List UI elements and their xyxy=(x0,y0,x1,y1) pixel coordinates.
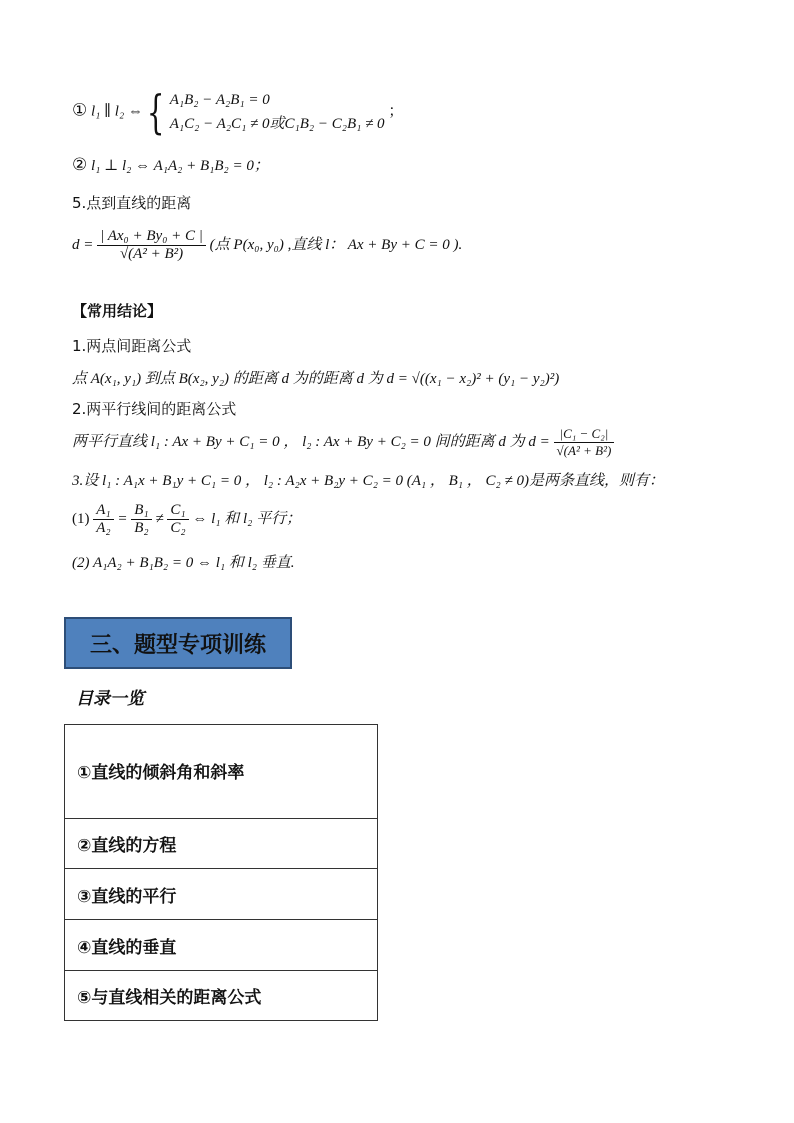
conclusion-2-title: 2.两平行线间的距离公式 xyxy=(72,400,237,418)
fraction-numerator: C₁ xyxy=(167,502,188,520)
toc-table xyxy=(64,724,378,1021)
parallel-end: ； xyxy=(388,103,404,120)
equals-sign: = xyxy=(117,510,128,527)
ratio-b xyxy=(131,502,151,537)
ratio-c xyxy=(167,502,188,537)
conclusion-3-text: 3.设 l₁ : A₁x + B₁y + C₁ = 0 ， l₂ : A₂x + B₂y + C₂ = 0 (A₁ ， B₁ ， C₂ ≠ 0)是两条直线，则有： xyxy=(72,473,664,489)
parallel-lhs: l₁ ∥ l₂ ⇔ xyxy=(91,103,143,120)
formula-lhs: d = xyxy=(72,236,94,253)
conclusion-3-1 xyxy=(72,502,301,537)
item-marker: ① xyxy=(72,100,88,121)
parallel-row-1: A₁B₂ − A₂B₁ = 0 xyxy=(169,92,270,108)
conclusion-2-text: 两平行直线 l₁ : Ax + By + C₁ = 0 ， l₂ : Ax + By + C₂ = 0 间的距离 d 为 d = xyxy=(72,433,550,450)
point-line-formula xyxy=(72,228,462,263)
toc-item[interactable]: ④直线的垂直 xyxy=(65,920,378,971)
fraction-numerator: | Ax₀ + By₀ + C | xyxy=(97,228,206,246)
fraction-numerator: A₁ xyxy=(93,502,113,520)
conclusion-3-2: (2) A₁A₂ + B₁B₂ = 0 ⇔ l₁ 和 l₂ 垂直. xyxy=(72,555,295,571)
fraction-denominator: √(A² + B²) xyxy=(556,443,612,458)
conclusions-heading: 【常用结论】 xyxy=(72,302,163,320)
conclusion-1-title: 1.两点间距离公式 xyxy=(72,337,192,355)
conclusion-1-text: 点 A(x₁, y₁) 到点 B(x₂, y₂) 的距离 d 为的距离 d 为 d = √((x₁ − x₂)² + (y₁ − y₂)²) xyxy=(72,371,560,387)
fraction-denominator: √(A² + B²) xyxy=(119,246,184,262)
perpendicular-text: l₁ ⊥ l₂ ⇔ A₁A₂ + B₁B₂ = 0； xyxy=(91,158,269,174)
section-title: 三、题型专项训练 xyxy=(89,632,266,658)
distance-fraction xyxy=(97,228,206,263)
toc-row[interactable] xyxy=(65,869,378,920)
fraction-numerator: B₁ xyxy=(131,502,151,520)
toc-item[interactable]: ⑤与直线相关的距离公式 xyxy=(65,971,378,1021)
conclusion-3-1-tail: ⇔ l₁ 和 l₂ 平行； xyxy=(192,510,302,527)
formula-tail: (点 P(x₀, y₀) ,直线 l： Ax + By + C = 0 ). xyxy=(209,236,463,253)
toc-item[interactable]: ②直线的方程 xyxy=(65,819,378,869)
not-equal-sign: ≠ xyxy=(155,510,164,527)
parallel-system xyxy=(170,88,385,136)
parallel-row-2: A₁C₂ − A₂C₁ ≠ 0或C₁B₂ − C₂B₁ ≠ 0 xyxy=(169,116,385,132)
left-brace: { xyxy=(146,85,165,139)
fraction-numerator: |C₁ − C₂| xyxy=(554,426,615,443)
perpendicular-condition xyxy=(72,154,269,175)
toc-row[interactable] xyxy=(65,920,378,971)
parallel-condition xyxy=(72,85,404,139)
item-marker: ② xyxy=(72,155,88,175)
ratio-a xyxy=(93,502,113,537)
toc-title: 目录一览 xyxy=(76,689,144,709)
fraction-denominator: C₂ xyxy=(170,520,186,536)
fraction-denominator: A₂ xyxy=(96,520,111,536)
toc-row[interactable] xyxy=(65,971,378,1021)
toc-row[interactable] xyxy=(65,819,378,869)
sub-item-marker: (1) xyxy=(72,510,90,527)
section-header xyxy=(64,617,292,669)
toc-item[interactable]: ①直线的倾斜角和斜率 xyxy=(65,725,378,819)
conclusion-2-formula xyxy=(72,426,614,459)
fraction-denominator: B₂ xyxy=(134,520,149,536)
parallel-distance-fraction xyxy=(554,426,615,459)
point-line-heading: 5.点到直线的距离 xyxy=(72,194,192,212)
toc-row[interactable] xyxy=(65,725,378,819)
toc-item[interactable]: ③直线的平行 xyxy=(65,869,378,920)
